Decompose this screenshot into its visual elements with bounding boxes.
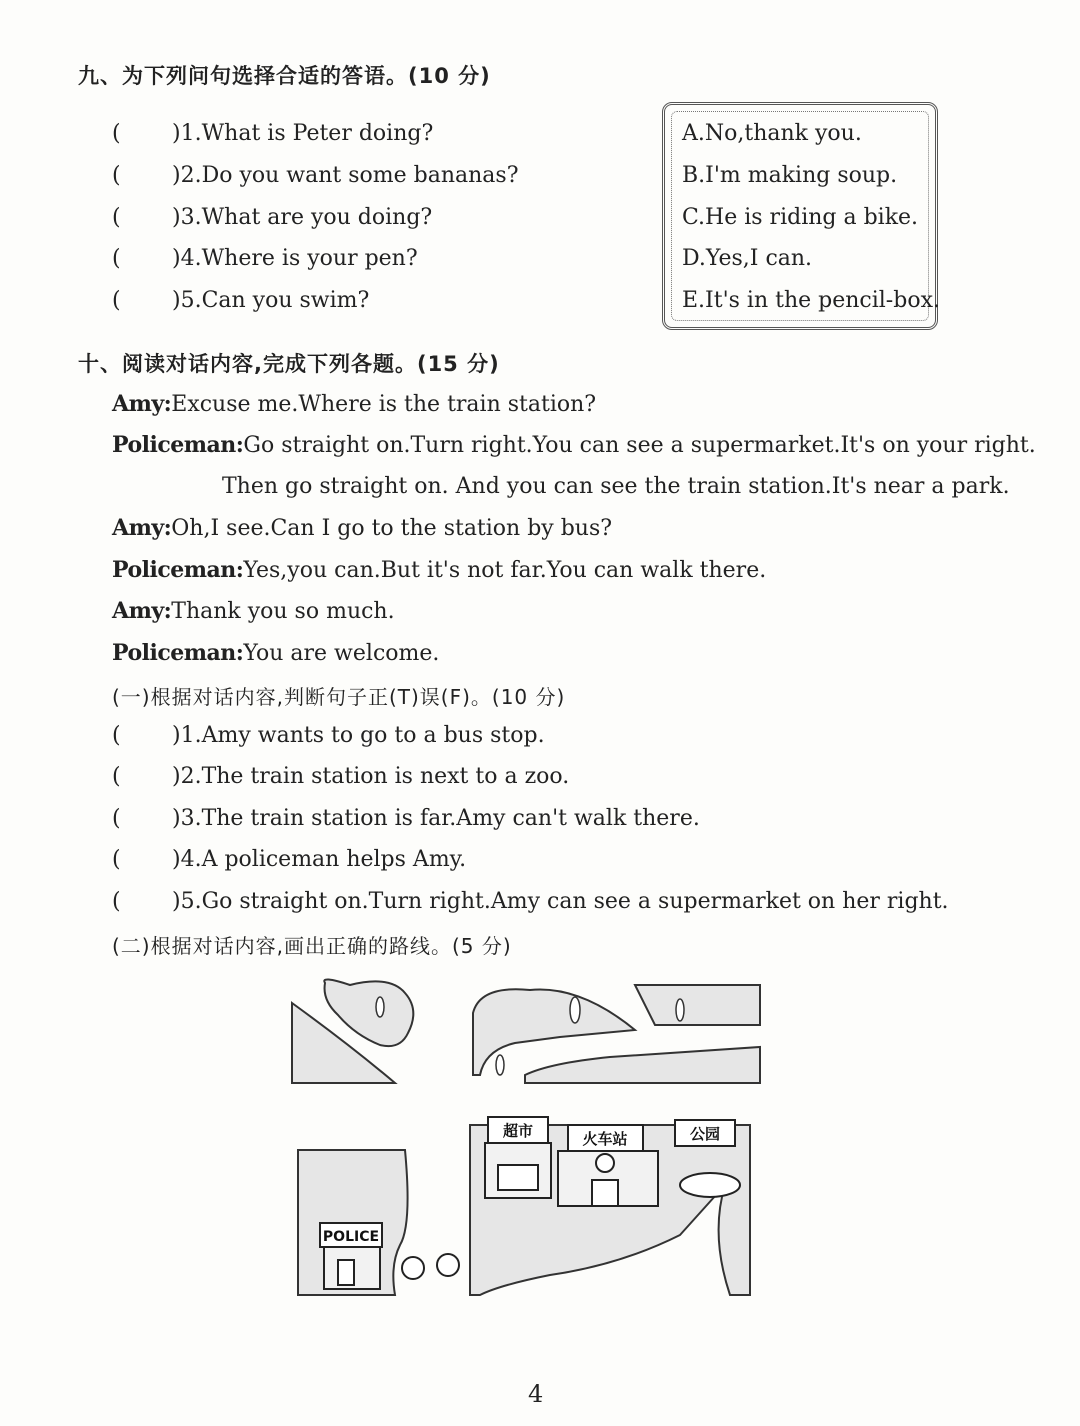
tf-item-1: ( )1.Amy wants to go to a bus stop. bbox=[112, 723, 545, 748]
tf-item-2: ( )2.The train station is next to a zoo. bbox=[112, 764, 570, 789]
option-a: A.No,thank you. bbox=[682, 121, 862, 146]
section-10-heading: 十、阅读对话内容,完成下列各题。(15 分) bbox=[78, 352, 500, 376]
route-map bbox=[280, 975, 780, 1305]
dialogue-line: Policeman:Go straight on.Turn right.You can see a supermarket.It's on your right. bbox=[112, 432, 1036, 458]
question-2: ( )2.Do you want some bananas? bbox=[112, 163, 519, 188]
tf-item-5: ( )5.Go straight on.Turn right.Amy can see a supermarket on her right. bbox=[112, 889, 949, 914]
question-3: ( )3.What are you doing? bbox=[112, 205, 433, 230]
part-2-heading: (二)根据对话内容,画出正确的路线。(5 分) bbox=[112, 934, 512, 958]
page-number: 4 bbox=[528, 1380, 544, 1408]
dialogue-line: Policeman:You are welcome. bbox=[112, 640, 440, 666]
station-sign: 火车站 bbox=[582, 1130, 628, 1148]
option-e: E.It's in the pencil-box. bbox=[682, 288, 940, 313]
police-sign: POLICE bbox=[322, 1229, 380, 1245]
dialogue-line: Amy:Thank you so much. bbox=[112, 598, 395, 624]
dialogue-line: Amy:Excuse me.Where is the train station? bbox=[112, 391, 597, 417]
question-4: ( )4.Where is your pen? bbox=[112, 246, 418, 271]
option-b: B.I'm making soup. bbox=[682, 163, 898, 188]
option-c: C.He is riding a bike. bbox=[682, 205, 919, 230]
question-5: ( )5.Can you swim? bbox=[112, 288, 370, 313]
dialogue-line: Then go straight on. And you can see the train station.It's near a park. bbox=[222, 474, 1010, 499]
tf-item-4: ( )4.A policeman helps Amy. bbox=[112, 847, 467, 872]
option-d: D.Yes,I can. bbox=[682, 246, 813, 271]
supermarket-sign: 超市 bbox=[502, 1122, 534, 1140]
tf-item-3: ( )3.The train station is far.Amy can't walk there. bbox=[112, 806, 700, 831]
section-9-heading: 九、为下列问句选择合适的答语。(10 分) bbox=[78, 64, 491, 88]
part-1-heading: (一)根据对话内容,判断句子正(T)误(F)。(10 分) bbox=[112, 685, 566, 709]
question-1: ( )1.What is Peter doing? bbox=[112, 121, 434, 146]
dialogue-line: Policeman:Yes,you can.But it's not far.You can walk there. bbox=[112, 557, 767, 583]
park-sign: 公园 bbox=[689, 1125, 721, 1143]
dialogue-line: Amy:Oh,I see.Can I go to the station by bus? bbox=[112, 515, 613, 541]
